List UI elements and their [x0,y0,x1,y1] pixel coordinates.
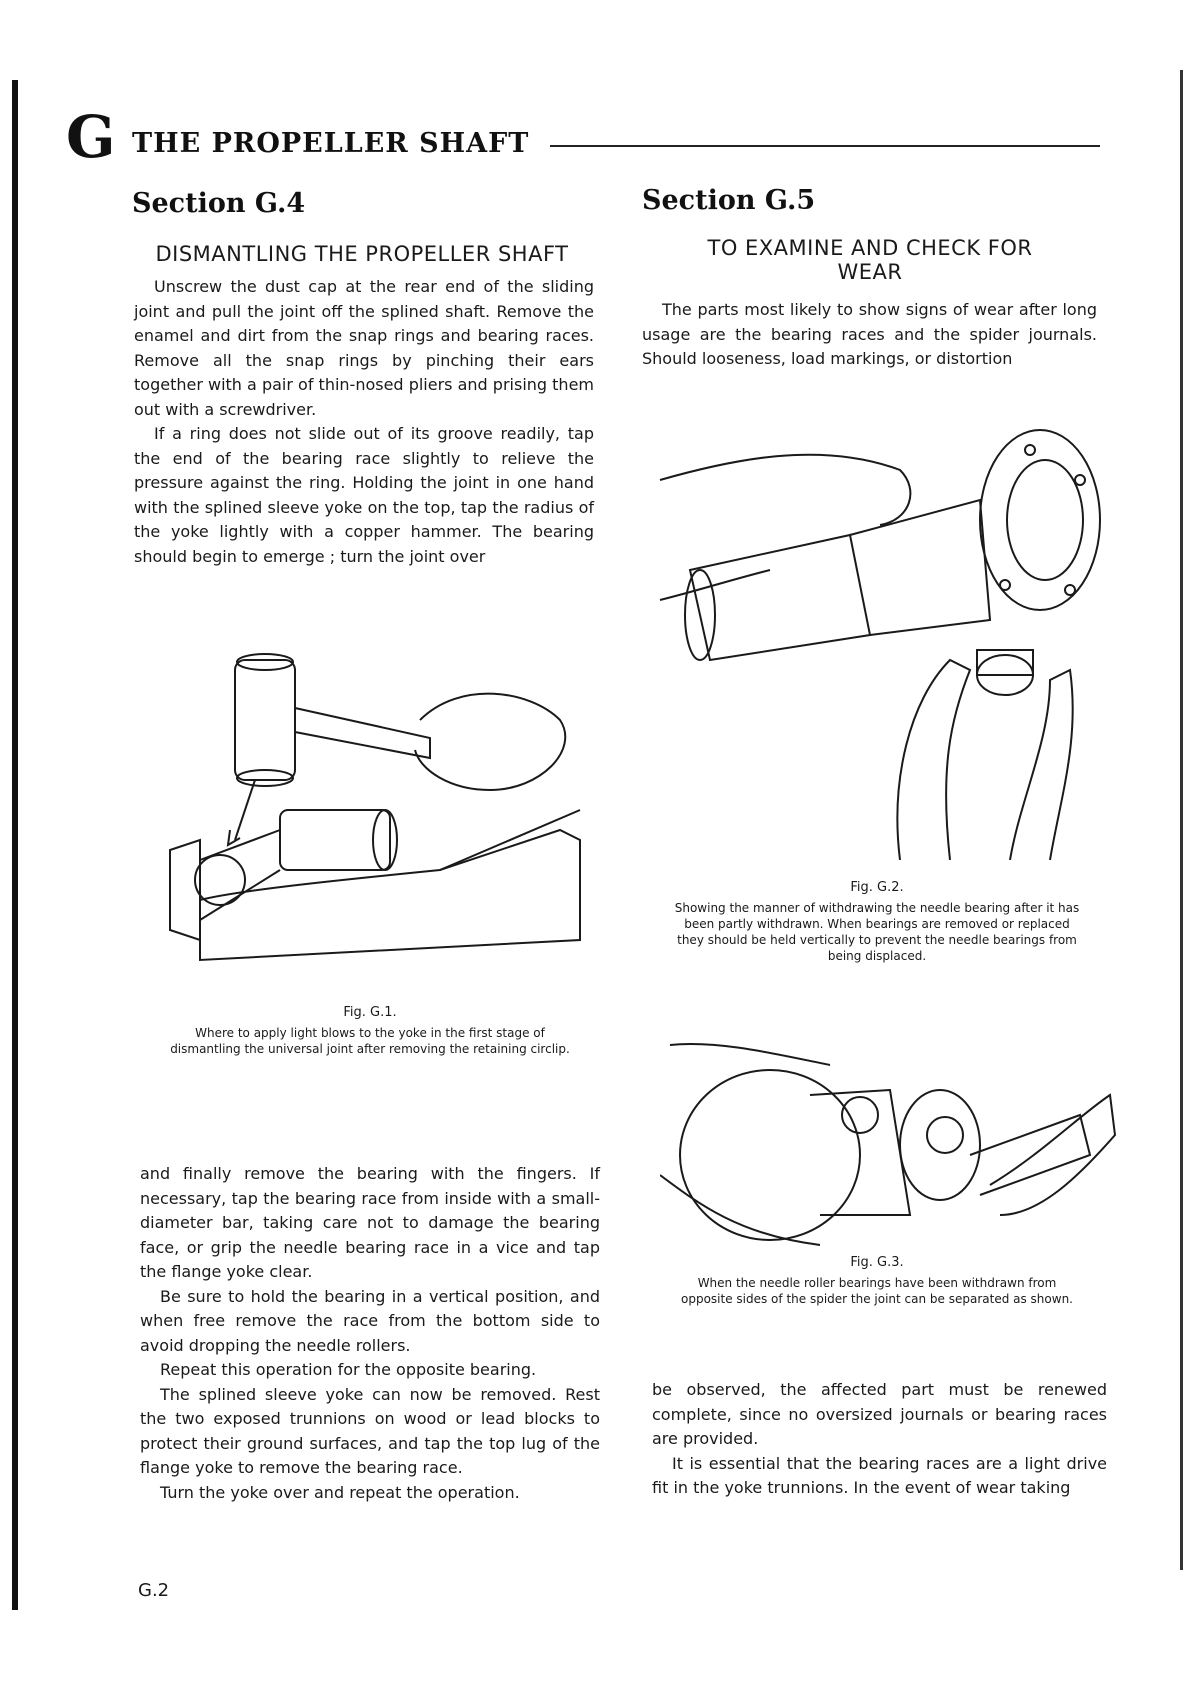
fig-g1-caption: Where to apply light blows to the yoke in the first stage of dismantling the universal joint after removing the retaining circlip. [170,1026,570,1056]
right-margin-rule [1180,70,1183,1570]
left-margin-rule [12,80,18,1610]
section-g5-subheading: TO EXAMINE AND CHECK FOR WEAR [707,236,1033,284]
fig-g2-caption: Showing the manner of withdrawing the needle bearing after it has been partly withdrawn. When bearings are removed or replaced they should be held vertically to prevent the needle bearings from being displaced. [674,901,1080,963]
hammer-handle [295,708,430,758]
section-g5-heading: Section G.5 [642,185,816,216]
paragraph: and finally remove the bearing with the fingers. If necessary, tap the bearing race from inside with a small-diameter bar, taking care not to damage the bearing face, or grip the needle bearing race in a vice and tap the flange yoke clear. [140,1164,600,1281]
section-g4-subheading: DISMANTLING THE PROPELLER SHAFT [155,242,569,266]
bearing-race [977,650,1033,695]
hammer-head [235,654,295,786]
fig-g2-caption-block [672,880,1082,964]
fig-g2-label: Fig. G.2. [850,880,904,895]
paragraph: Repeat this operation for the opposite bearing. [160,1360,537,1379]
fig-g1-caption-block [170,1005,570,1057]
left-fingers [897,660,970,860]
section-g4-text-top [134,275,594,569]
paragraph: Unscrew the dust cap at the rear end of the sliding joint and pull the joint off the splined shaft. Remove the enamel and dirt from the snap rings and bearing races. Remove all the snap rings by pinching their ears together with a pair of thin-nosed pliers and prising them out with a screwdriver. [134,277,594,419]
right-hand [415,694,565,790]
universal-joint [170,810,397,940]
page-number: G.2 [138,1580,170,1601]
sleeve-line [440,810,580,870]
right-hand [990,1095,1115,1215]
paragraph: be observed, the affected part must be renewed complete, since no oversized journals or bearing races are provided. [652,1380,1107,1448]
separated-joint [680,1070,1090,1240]
chapter-title: THE PROPELLER SHAFT [132,128,530,159]
fig-g3-caption-block [672,1255,1082,1307]
section-g5-text-bottom [652,1378,1107,1501]
fig-g3-caption: When the needle roller bearings have been withdrawn from opposite sides of the spider the joint can be separated as shown. [681,1276,1073,1306]
paragraph: Be sure to hold the bearing in a vertical position, and when free remove the race from the bottom side to avoid dropping the needle rollers. [140,1286,600,1355]
upper-hand [660,455,910,525]
lower-thumb [660,570,770,600]
fig-g1-illustration [140,640,600,1000]
paragraph: If a ring does not slide out of its groove readily, tap the end of the bearing race slightly to relieve the pressure against the ring. Holding the joint in one hand with the splined sleeve yoke on the top, tap the radius of the yoke lightly with a copper hammer. The bearing should begin to emerge ; turn the joint over [134,424,594,566]
section-g5-text-top [642,298,1097,372]
paragraph: The splined sleeve yoke can now be removed. Rest the two exposed trunnions on wood or lead blocks to protect their ground surfaces, and tap the top lug of the flange yoke to remove the bearing race. [140,1384,600,1477]
fig-g1-label: Fig. G.1. [343,1005,397,1020]
fig-g3-label: Fig. G.3. [850,1255,904,1270]
section-g4-text-bottom [140,1162,600,1505]
upper-finger [670,1044,830,1065]
chapter-title-rule [550,145,1100,147]
paragraph: Turn the yoke over and repeat the operation. [160,1482,520,1502]
chapter-letter: G [66,103,116,171]
paragraph: The parts most likely to show signs of wear after long usage are the bearing races and the spider journals. Should looseness, load markings, or distortion [642,300,1097,368]
section-g4-heading: Section G.4 [132,188,306,219]
fig-g3-illustration [660,1035,1120,1255]
fig-g2-illustration [650,420,1110,860]
paragraph: It is essential that the bearing races are a light drive fit in the yoke trunnions. In the event of wear taking [652,1453,1107,1497]
right-fingers [1010,670,1073,860]
blow-arrow [235,780,255,840]
flange-yoke [980,430,1100,610]
